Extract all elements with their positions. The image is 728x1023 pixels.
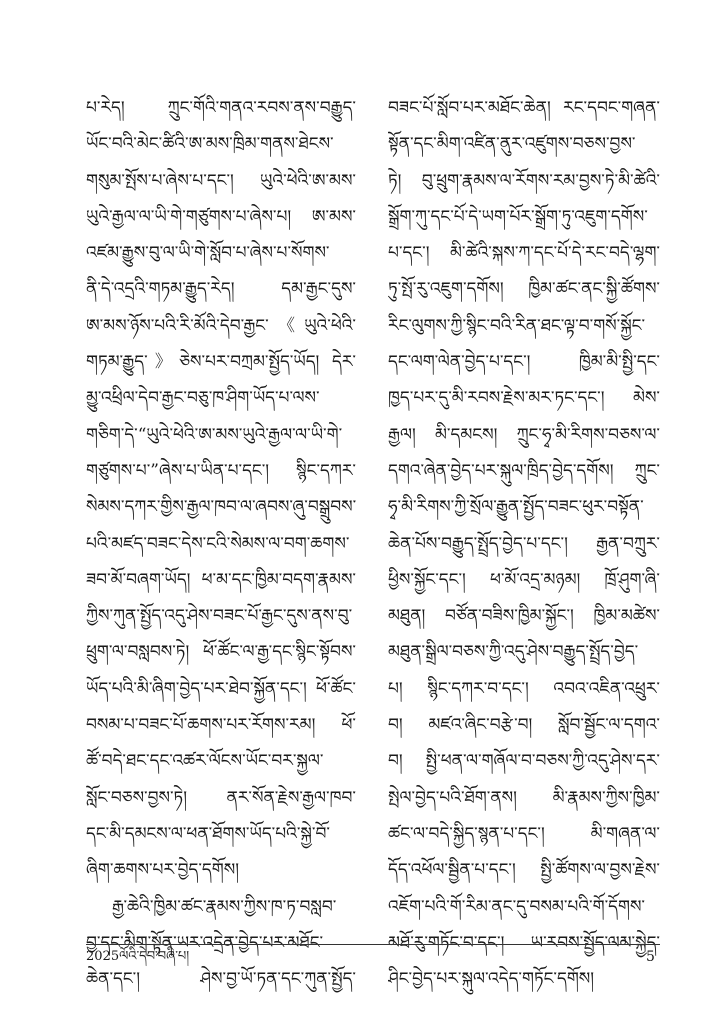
text-line: ཁྱད་པར་དུ་མི་རབས་རྗེས་མར་ཏང་དང་། མེས་ <box>388 388 660 409</box>
text-line: ཚོ་བདེ་ཐང་དང་འཚར་ལོངས་ཡོང་བར་སྐྱལ་ <box>86 751 324 772</box>
text-line: སློང་བཅས་བྱས་ཏེ། ནར་སོན་རྗེས་རྒྱལ་ཁབ་ <box>86 787 356 808</box>
text-line: ཕྱིས་སྐྱོང་དང་། ཕ་མོ་འདྲ་མཉམ། ཁྲོ་ཤུག་ཞི་ <box>388 569 660 590</box>
text-line: མྱུ་འཕྲིལ་དེབ་རྒྱང་བཅུ་ཁ་ཤིག་ཡོད་པ་ལས་ <box>86 388 320 409</box>
text-line: ཆེན་དང་། ཤེས་བྱ་ཡོ་ཏན་དང་ཀུན་སྤྱོད་ <box>86 969 356 990</box>
text-line: རིང་ལུགས་ཀྱི་སྙིང་བའི་རིན་ཐང་ལྟ་བ་གསོ་སྐྱོང་ <box>388 315 646 336</box>
text-line: ཟབ་མོ་བཞག་ཡོད། ཕ་མ་དང་ཁྱིམ་བདག་རྣམས་ <box>86 569 356 590</box>
text-line: ཧྭ་མི་རིགས་ཀྱི་སྲོལ་རྒྱུན་སྤྱོད་བཟང་ཕུར་བསྟོན་ <box>388 497 644 518</box>
text-line: གཙུགས་པ་”ཞེས་པ་ཡིན་པ་དང་། སྙིང་དཀར་ <box>86 460 356 481</box>
text-line: པ་རེད། ཀྲུང་གོའི་གནའ་རབས་ནས་བརྒྱུད་ <box>86 98 356 118</box>
text-line: ནི་དེ་འདྲའི་གཏམ་རྒྱུད་རེད། དམ་རྒྱང་དུས་ <box>86 279 356 300</box>
page-number: 5 <box>646 949 655 965</box>
text-line: བ། མཛའ་ཞིང་བརྩེ་བ། སློབ་སྦྱོང་ལ་དགའ་ <box>388 715 660 736</box>
text-line: པ། སྙིང་དཀར་བ་དང་། འབའ་འཇིན་འཕྲུར་ <box>388 678 660 699</box>
footer-issue-label: 2025ལོའི་དེབ་བཞི་པ། <box>86 949 190 964</box>
text-line: མཐུན་སྒྲིལ་བཅས་ཀྱི་འདུ་ཤེས་བརྒྱུད་སྤྲོད་བྱེད་ <box>388 642 639 663</box>
right-column <box>388 90 660 997</box>
text-line: ཕྲུག་ལ་བསླབས་ཏེ། ཕོ་ཚོང་ལ་རྒྱ་དང་སྙིང་སྟོབས་ <box>86 642 356 663</box>
text-line: ཡོང་བའི་མེང་ཚིའི་ཨ་མས་ཁྲིམ་གནས་ཐེངས་ <box>86 134 334 155</box>
text-line: བཟང་པོ་སློབ་པར་མཐོང་ཆེན། རང་དབང་གཞན་ <box>388 98 660 118</box>
text-line: ཚང་ལ་བདེ་སྐྱིད་སྙན་པ་དང་། མི་གཞན་ལ་ <box>388 823 660 844</box>
text-line: བ། སྤྱི་ཕན་ལ་གཞོལ་བ་བཅས་ཀྱི་འདུ་ཤེས་དར་ <box>388 751 660 772</box>
text-line: ཡུའེ་རྒྱལ་ལ་ཡི་གེ་གཙུགས་པ་ཞེས་པ། ཨ་མས་ <box>86 206 356 227</box>
left-column <box>86 90 356 997</box>
text-line: སྒྲོག་ཀུ་དང་པོ་དེ་ཡག་པོར་སྒྲོག་ཏུ་འཇུག་དགོས་ <box>388 206 648 227</box>
text-line: ཏུ་སྤོ་རུ་འཇུག་དགོས། ཁྱིམ་ཚང་ནང་སྐྱི་ཚོགས་ <box>388 279 660 300</box>
text-line: འཇོག་པའི་གོ་རིམ་ནང་དུ་བསམ་པའི་གོ་དོགས་ <box>388 896 646 917</box>
text-line: ཀྱིས་ཀུན་སྤྱོད་འདུ་ཤེས་བཟང་པོ་རྒྱང་དུས་ནས་བུ་ <box>86 606 353 627</box>
text-line: ཞིག་ཆགས་པར་བྱེད་དགོས། <box>86 860 239 881</box>
text-line: གཅིག་དེ་“ཡུའེ་ཕེའི་ཨ་མས་ཡུའེ་རྒྱལ་ལ་ཡི་གེ་ <box>86 424 343 445</box>
text-line: དང་མི་དམངས་ལ་ཕན་ཐོགས་ཡོད་པའི་སྐྱེ་བོ་ <box>86 823 330 844</box>
text-line: གཏམ་རྒྱུད་》ཅེས་པར་བཀྲམ་སྤྱོད་ཡོད། དེར་ <box>86 352 356 373</box>
text-line: ཤིང་བྱེད་པར་སྐུལ་འདེད་གཏོང་དགོས། <box>388 969 595 990</box>
text-line: པའི་མཛད་བཟང་དེས་ངའི་སེམས་ལ་བག་ཆགས་ <box>86 533 350 554</box>
text-line: སྟོན་དང་མིག་འཛིན་ནུར་འཛུགས་བཅས་བྱས་ <box>388 134 636 155</box>
text-line: ཏེ། བུ་ཕྲུག་རྣམས་ལ་རོགས་རམ་བྱས་ཏེ་མི་ཚེའི་ <box>388 170 660 191</box>
text-line: འཛམ་རྒྱུས་བུ་ལ་ཡི་གེ་སློབ་པ་ཞེས་པ་སོགས་ <box>86 243 330 264</box>
text-line: པ་དང་། མི་ཚེའི་སྐས་ཀ་དང་པོ་དེ་རང་བདེ་ལྷག་ <box>388 243 660 264</box>
text-line: སྤེལ་བྱེད་པའི་ཐོག་ནས། མི་རྣམས་ཀྱིས་ཁྱིམ་ <box>388 787 660 808</box>
text-line: རྒྱལ། མི་དམངས། ཀྲུང་ཧྭ་མི་རིགས་བཅས་ལ་ <box>388 424 660 445</box>
text-line: དོད་འཕོལ་སྦྱིན་པ་དང་། སྤྱི་ཚོགས་ལ་བྱས་རྗེས་ <box>388 860 660 881</box>
text-line: ཡོད་པའི་མི་ཞིག་བྱེད་པར་ཐེབ་སྐྱོན་དང་། ཕོ་ཚོང་ <box>86 678 356 699</box>
text-line: གསུམ་སྤོས་པ་ཞེས་པ་དང་། ཡུའེ་ཕེའི་ཨ་མས་ <box>86 170 356 191</box>
text-line: མཐུན། བཙོན་བཟིས་ཁྱིམ་སྐྱོང་། ཁྱིམ་མཚེས་ <box>388 606 660 627</box>
text-line: དང་ལག་ལེན་བྱེད་པ་དང་། ཁྱིམ་མི་སྤྱི་དང་ <box>388 352 660 373</box>
text-line: རྒྱ་ཆེའི་ཁྱིམ་ཚང་རྣམས་ཀྱིས་ཁ་ཏ་བསླབ་ <box>112 896 337 917</box>
text-line: བསམ་པ་བཟང་པོ་ཆགས་པར་རོགས་རམ། ཕོ་ <box>86 715 356 736</box>
text-line: སེམས་དཀར་གྱིས་རྒྱལ་ཁབ་ལ་ཞབས་ཞུ་བསྒྲུབས་ <box>86 497 356 518</box>
text-line: ཆེན་པོས་བརྒྱུད་སྤྲོད་བྱེད་པ་དང་། རྒྱན་བཀྲུར་ <box>388 533 660 554</box>
text-line: ཨ་མས་ཉོས་པའི་རི་མོའི་དེབ་རྒྱང་《ཡུའེ་ཕེའི་ <box>86 315 356 336</box>
text-line: བྱ་དང་མིག་སྟོན་ཡར་འདྲེན་བྱེད་པར་མཐོང་ <box>86 932 324 953</box>
text-line: དགའ་ཞེན་བྱེད་པར་སྐུལ་ཁྲིད་བྱེད་དགོས། ཀྲུང་ <box>388 460 660 481</box>
text-line: མཐོ་རུ་གཏོང་བ་དང་། ཡ་རབས་སྤྱོད་ལམ་སྐྱེད་ <box>388 932 660 953</box>
footer-rule <box>86 944 660 945</box>
